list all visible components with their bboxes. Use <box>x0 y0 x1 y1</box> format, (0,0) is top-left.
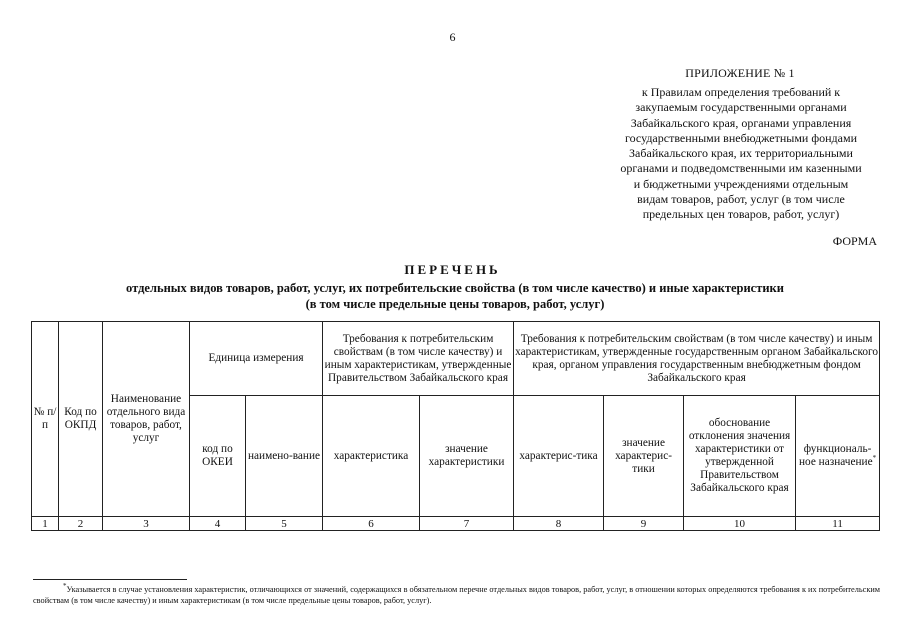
header-purpose-label: функциональ-ное назначение <box>799 443 873 468</box>
header-row-1 <box>32 322 880 396</box>
header-req-body: Требования к потребительским свойствам (в том числе качеству) и иным характеристикам, утвержденные государственным органом Забайкальского края, органом управления государственным внебюджетным фондом Забайкальского края <box>514 322 880 396</box>
column-number: 6 <box>323 517 420 531</box>
header-char-1: характеристика <box>323 396 420 517</box>
header-unit-code: код по ОКЕИ <box>190 396 246 517</box>
header-num: № п/п <box>32 322 59 517</box>
column-number: 8 <box>514 517 604 531</box>
footnote-text: Указывается в случае установления характеристик, отличающихся от значений, содержащихся в обязательном перечне отдельных видов товаров, работ, услуг, в отношении которых определяются требования к их потребительским свойствам (в том числе качеству) и иным характеристикам (в том числе предельные цены товаров, работ, услуг). <box>33 585 881 605</box>
header-req-approved: Требования к потребительским свойствам (в том числе качеству) и иным характеристикам, утвержденные Правительством Забайкальского края <box>323 322 514 396</box>
form-label: ФОРМА <box>832 234 877 248</box>
column-number: 7 <box>420 517 514 531</box>
column-number: 10 <box>684 517 796 531</box>
appendix-body: к Правилам определения требований к закупаемым государственными органами Забайкальского края, органами управления государственными внебюджетными фондами Забайкальского края, их территориальными органами и подведомственными им казенными и бюджетными учреждениями отдельным видам товаров, работ, услуг (в том числе предельных цен товаров, работ, услуг) <box>620 85 862 222</box>
column-number: 9 <box>604 517 684 531</box>
column-number: 3 <box>103 517 190 531</box>
header-name: Наименование отдельного вида товаров, работ, услуг <box>103 322 190 517</box>
header-okpd: Код по ОКПД <box>59 322 103 517</box>
appendix-title: ПРИЛОЖЕНИЕ № 1 <box>685 66 795 80</box>
header-value-2: значение характерис-тики <box>604 396 684 517</box>
footnote-mark: * <box>63 582 67 591</box>
header-unit-name: наимено-вание <box>246 396 323 517</box>
header-justification: обоснование отклонения значения характеристики от утвержденной Правительством Забайкальского края <box>684 396 796 517</box>
footnote <box>33 584 881 606</box>
page-number: 6 <box>449 30 456 44</box>
document-subtitle: отдельных видов товаров, работ, услуг, их потребительские свойства (в том числе качество) и иные характеристики (в том числе предельные цены товаров, работ, услуг) <box>126 281 784 311</box>
footnote-divider <box>33 579 187 580</box>
column-number: 5 <box>246 517 323 531</box>
header-purpose <box>796 396 880 517</box>
header-value-1: значение характеристики <box>420 396 514 517</box>
column-number-row <box>32 517 880 531</box>
requirements-table <box>31 321 880 531</box>
header-char-2: характерис-тика <box>514 396 604 517</box>
header-unit: Единица измерения <box>190 322 323 396</box>
column-number: 4 <box>190 517 246 531</box>
column-number: 11 <box>796 517 880 531</box>
column-number: 2 <box>59 517 103 531</box>
document-title: ПЕРЕЧЕНЬ <box>404 262 501 277</box>
purpose-footnote-mark: * <box>872 454 877 463</box>
column-number: 1 <box>32 517 59 531</box>
